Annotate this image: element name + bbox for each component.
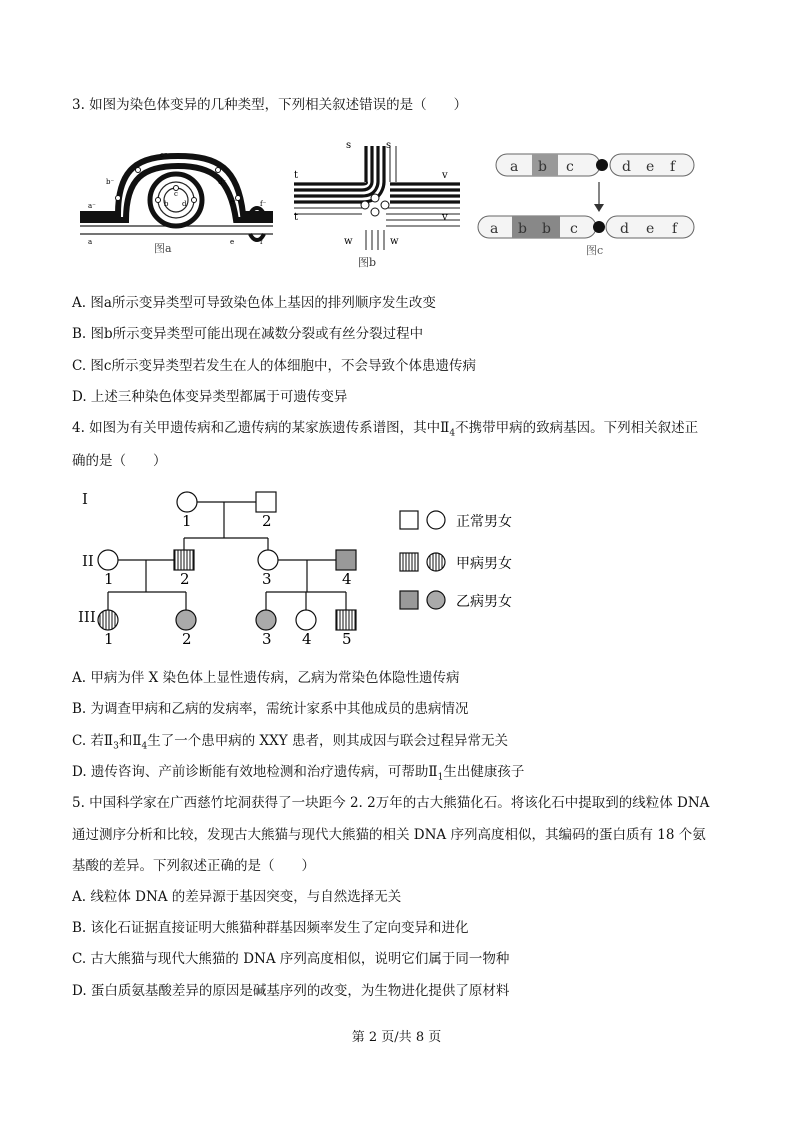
label-a: a bbox=[88, 238, 93, 246]
bottom-gene-a: a bbox=[490, 221, 499, 237]
q5-stem-line1: 5. 中国科学家在广西慈竹坨洞获得了一块距今 2. 2万年的古大熊猫化石。将该化石中提取到的线粒体 DNA bbox=[72, 795, 710, 811]
figure-a-caption: 图a bbox=[154, 242, 172, 255]
label-s-2: s bbox=[386, 140, 392, 151]
gen1-num-2: 2 bbox=[262, 512, 272, 530]
figure-a-chromosome-inversion-loop bbox=[78, 148, 278, 258]
q4-stem-line2: 确的是（ ） bbox=[72, 453, 167, 469]
figure-c-chromosome-duplication bbox=[474, 148, 704, 260]
label-c-minus: c⁻ bbox=[160, 151, 168, 159]
label-e-minus: e⁻ bbox=[230, 198, 238, 206]
label-d-inner: d bbox=[182, 200, 187, 208]
gen3-num-3: 3 bbox=[262, 630, 272, 648]
label-w-1: w bbox=[344, 236, 353, 247]
q4-option-d: D. 遗传咨询、产前诊断能有效地检测和治疗遗传病，可帮助$Ⅱ_1$生出健康孩子 bbox=[72, 764, 525, 783]
top-gene-c: c bbox=[566, 159, 574, 175]
legend-disease-a: 甲病男女 bbox=[456, 556, 512, 572]
figure-c-caption: 图c bbox=[586, 244, 604, 257]
label-v-2: v bbox=[442, 212, 448, 223]
top-gene-d: d bbox=[622, 159, 631, 175]
q5-option-d: D. 蛋白质氨基酸差异的原因是碱基序列的改变，为生物进化提供了原材料 bbox=[72, 983, 510, 999]
q4-option-c: C. 若$Ⅱ_3$和$Ⅱ_4$生了一个患甲病的 XXY 患者，则其成因与联会过程异常无关 bbox=[72, 733, 508, 752]
q3-stem: 3. 如图为染色体变异的几种类型，下列相关叙述错误的是（ ） bbox=[72, 97, 468, 113]
q4-stem-line1: 4. 如图为有关甲遗传病和乙遗传病的某家族遗传系谱图，其中$Ⅱ_4$不携带甲病的致病基因。下列相关叙述正 bbox=[72, 420, 699, 439]
label-v-1: v bbox=[442, 170, 448, 181]
q5-option-c: C. 古大熊猫与现代大熊猫的 DNA 序列高度相似，说明它们属于同一物种 bbox=[72, 951, 510, 967]
bottom-gene-c: c bbox=[570, 221, 578, 237]
bottom-gene-b1: b bbox=[518, 221, 527, 237]
label-e: e bbox=[230, 238, 235, 246]
gen3-num-4: 4 bbox=[302, 630, 312, 648]
top-gene-b: b bbox=[538, 159, 547, 175]
label-s-1: s bbox=[346, 140, 352, 151]
label-f-minus: f⁻ bbox=[260, 200, 267, 208]
bottom-gene-b2: b bbox=[542, 221, 551, 237]
bottom-gene-e: e bbox=[646, 221, 655, 237]
gen3-num-1: 1 bbox=[104, 630, 114, 648]
gen2-num-1: 1 bbox=[104, 570, 114, 588]
label-b-minus: b⁻ bbox=[106, 178, 115, 186]
legend-disease-b: 乙病男女 bbox=[456, 594, 512, 610]
q4-option-b: B. 为调查甲病和乙病的发病率，需统计家系中其他成员的患病情况 bbox=[72, 701, 469, 717]
label-a-minus: a⁻ bbox=[88, 202, 96, 210]
label-b-inner: b bbox=[164, 200, 169, 208]
bottom-gene-f: f bbox=[672, 221, 678, 237]
q5-stem-line2: 通过测序分析和比较，发现古大熊猫与现代大熊猫的相关 DNA 序列高度相似，其编码的蛋白质有 18 个氨 bbox=[72, 827, 706, 843]
q4-option-a: A. 甲病为伴 X 染色体上显性遗传病，乙病为常染色体隐性遗传病 bbox=[72, 670, 460, 686]
gen3-num-5: 5 bbox=[342, 630, 352, 648]
q5-stem-line3: 基酸的差异。下列叙述正确的是（ ） bbox=[72, 858, 315, 874]
label-w-2: w bbox=[390, 236, 399, 247]
label-c-inner: c bbox=[174, 190, 178, 198]
page-footer: 第 2 页/共 8 页 bbox=[351, 1030, 442, 1045]
gen2-num-3: 3 bbox=[262, 570, 272, 588]
q3-option-a: A. 图a所示变异类型可导致染色体上基因的排列顺序发生改变 bbox=[72, 295, 436, 311]
label-t-1: t bbox=[294, 170, 299, 181]
legend-normal: 正常男女 bbox=[456, 514, 512, 530]
gen-label-3: III bbox=[78, 608, 96, 626]
gen2-num-2: 2 bbox=[180, 570, 190, 588]
q5-option-b: B. 该化石证据直接证明大熊猫种群基因频率发生了定向变异和进化 bbox=[72, 920, 469, 936]
label-f: f bbox=[260, 238, 263, 246]
bottom-gene-d: d bbox=[620, 221, 629, 237]
label-t-2: t bbox=[294, 212, 299, 223]
gen1-num-1: 1 bbox=[182, 512, 192, 530]
gen-label-1: I bbox=[82, 490, 88, 508]
q3-option-d: D. 上述三种染色体变异类型都属于可遗传变异 bbox=[72, 389, 348, 405]
gen-label-2: II bbox=[82, 552, 94, 570]
top-gene-a: a bbox=[510, 159, 519, 175]
gen3-num-2: 2 bbox=[182, 630, 192, 648]
gen2-num-4: 4 bbox=[342, 570, 352, 588]
top-gene-e: e bbox=[646, 159, 655, 175]
q3-option-b: B. 图b所示变异类型可能出现在减数分裂或有丝分裂过程中 bbox=[72, 326, 424, 342]
figure-b-caption: 图b bbox=[358, 256, 377, 269]
q3-option-c: C. 图c所示变异类型若发生在人的体细胞中，不会导致个体患遗传病 bbox=[72, 358, 476, 374]
figure-b-chromosome-translocation-cross bbox=[290, 138, 465, 270]
top-gene-f: f bbox=[670, 159, 676, 175]
label-d-minus: d⁻ bbox=[218, 178, 227, 186]
pedigree-chart bbox=[72, 482, 552, 652]
q5-option-a: A. 线粒体 DNA 的差异源于基因突变，与自然选择无关 bbox=[72, 889, 402, 905]
